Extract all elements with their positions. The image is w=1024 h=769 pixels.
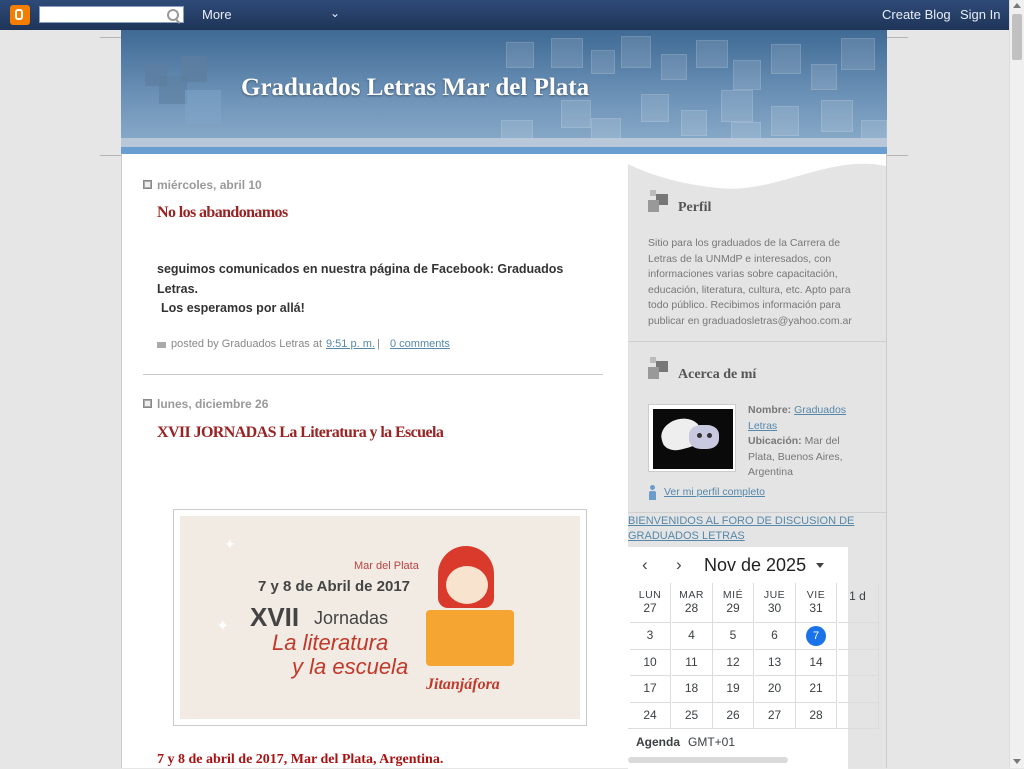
post-image[interactable] [173, 509, 587, 726]
day-number[interactable]: 6 [771, 628, 778, 642]
banner-line2: y la escuela [292, 654, 409, 679]
name-label: Nombre: [748, 404, 792, 416]
post-byline: posted by Graduados Letras at [171, 338, 323, 350]
calendar-day-cell[interactable] [755, 703, 796, 730]
sidebar-divider [628, 512, 886, 513]
date-icon [143, 399, 152, 408]
day-number[interactable]: 13 [767, 654, 782, 669]
calendar-day-cell[interactable] [755, 650, 796, 677]
day-number[interactable]: 30 [767, 601, 782, 615]
scroll-up-icon[interactable] [1013, 3, 1021, 8]
calendar-day-cell[interactable] [630, 676, 671, 703]
calendar-day-cell[interactable] [796, 623, 837, 650]
blogger-logo-icon[interactable] [10, 5, 30, 25]
calendar-day-cell[interactable] [838, 623, 879, 650]
section-icon [648, 190, 670, 212]
weekday-label: LUN [638, 589, 662, 601]
calendar-day-cell[interactable] [838, 676, 879, 703]
day-number[interactable]: 5 [729, 628, 737, 642]
location-label: Ubicación: [748, 435, 802, 447]
calendar-header-cell [755, 583, 796, 623]
sidebar-wave [628, 154, 886, 194]
day-number[interactable]: 20 [767, 681, 782, 695]
weekday-label: MIÉ [722, 589, 744, 601]
next-month-button[interactable]: › [676, 555, 682, 574]
perfil-heading: Perfil [678, 200, 712, 215]
footer-separator: | [377, 338, 380, 350]
day-number[interactable]: 1 d [849, 589, 866, 603]
chevron-down-icon[interactable]: ⌄ [330, 6, 341, 20]
avatar[interactable] [648, 404, 736, 472]
calendar-day-cell[interactable] [672, 703, 713, 730]
day-number[interactable]: 11 [685, 654, 698, 669]
section-icon [648, 357, 670, 379]
calendar-day-cell[interactable] [755, 623, 796, 650]
blog-header [121, 30, 887, 154]
calendar-day-cell[interactable] [838, 650, 879, 677]
post-date: lunes, diciembre 26 [157, 397, 269, 411]
scroll-thumb[interactable] [1012, 14, 1022, 60]
date-icon [143, 180, 152, 189]
calendar-header-cell [713, 583, 754, 623]
calendar-day-cell[interactable] [838, 703, 879, 730]
calendar-scrollbar[interactable] [628, 757, 788, 763]
calendar-day-cell[interactable] [796, 703, 837, 730]
calendar-day-cell[interactable] [755, 676, 796, 703]
calendar-day-cell[interactable] [796, 676, 837, 703]
day-number[interactable]: 29 [726, 601, 740, 615]
prev-month-button[interactable]: ‹ [642, 555, 648, 574]
comments-link[interactable]: 0 comments [390, 338, 450, 350]
day-number[interactable]: 27 [767, 707, 782, 722]
sparkle-icon: ✦ [216, 618, 230, 635]
day-number[interactable]: 12 [726, 654, 740, 669]
profile-location-row [748, 434, 868, 481]
profile-info [748, 403, 868, 481]
calendar-day-cell[interactable] [630, 650, 671, 677]
day-number[interactable]: 27 [643, 601, 657, 615]
search-icon[interactable] [167, 9, 179, 21]
calendar-day-cell[interactable] [630, 623, 671, 650]
blogger-navbar [0, 0, 1009, 30]
banner-city: Mar del Plata [354, 560, 419, 572]
calendar-day-cell[interactable] [713, 623, 754, 650]
calendar-header-cell [672, 583, 713, 623]
page-scrollbar[interactable] [1009, 0, 1024, 768]
blog-title[interactable]: Graduados Letras Mar del Plata [241, 74, 590, 101]
post-title[interactable]: No los abandonamos [157, 204, 288, 221]
calendar-day-cell[interactable] [713, 703, 754, 730]
day-number[interactable]: 10 [643, 654, 657, 669]
calendar-day-cell[interactable] [630, 703, 671, 730]
day-number[interactable]: 19 [726, 681, 740, 695]
forum-link[interactable]: BIENVENIDOS AL FORO DE DISCUSION DE GRADUADOS LETRAS [628, 515, 855, 542]
calendar-day-cell[interactable] [672, 650, 713, 677]
post-body-line: Letras. [157, 281, 198, 296]
sign-in-link[interactable]: Sign In [960, 7, 1001, 22]
banner-jornadas: Jornadas [314, 608, 389, 628]
calendar-day-cell[interactable] [713, 676, 754, 703]
day-number[interactable]: 31 [809, 601, 823, 615]
perfil-text: Sitio para los graduados de la Carrera de Letras de la UNMdP e interesados, con informaciones varias sobre capacitación, educación, literatura, cultura, etc. Apto para todo público. Recibimos información para publicar en graduadosletras@yahoo.com.ar [648, 237, 852, 327]
day-number[interactable]: 4 [688, 628, 695, 642]
view-profile-link[interactable]: Ver mi perfil completo [664, 486, 765, 498]
post-time-link[interactable]: 9:51 p. m. [326, 338, 375, 350]
day-number[interactable]: 3 [646, 628, 654, 642]
day-number[interactable]: 25 [684, 707, 699, 722]
calendar-widget [628, 547, 866, 768]
comment-icon [157, 342, 166, 348]
calendar-day-cell[interactable] [672, 676, 713, 703]
day-number[interactable]: 7 [806, 626, 826, 646]
calendar-header-cell [630, 583, 671, 623]
day-number[interactable]: 17 [643, 681, 657, 695]
more-menu[interactable]: More [202, 7, 232, 22]
day-number[interactable]: 21 [809, 681, 823, 695]
calendar-header-cell [796, 583, 837, 623]
post-subtitle: 7 y 8 de abril de 2017, Mar del Plata, Argentina. [157, 752, 444, 767]
face-icon [446, 566, 488, 604]
sidebar-divider [628, 341, 886, 342]
scroll-down-icon[interactable] [1013, 759, 1021, 764]
profile-name-link[interactable]: Graduados Letras [748, 404, 847, 432]
post-body-line: Los esperamos por allá! [161, 301, 305, 315]
user-icon [648, 485, 656, 500]
about-heading: Acerca de mí [678, 367, 757, 382]
weekday-label: MAR [679, 589, 704, 601]
calendar-day-cell[interactable] [672, 623, 713, 650]
banner-brand: Jitanjáfora [426, 676, 500, 693]
calendar-month[interactable]: Nov de 2025 [704, 555, 807, 575]
post-divider [143, 374, 603, 375]
book-icon [426, 610, 514, 666]
calendar-day-cell[interactable] [796, 650, 837, 677]
month-dropdown-icon[interactable] [816, 563, 824, 568]
post-body-line: seguimos comunicados en nuestra página de Facebook: Graduados [157, 262, 564, 276]
profile-location: Mar del Plata, Buenos Aires, Argentina [748, 435, 843, 478]
post-body [157, 260, 597, 319]
calendar-header-cell [838, 583, 879, 623]
day-number[interactable]: 28 [684, 601, 699, 615]
banner-dates: 7 y 8 de Abril de 2017 [258, 578, 411, 595]
agenda-tab[interactable]: Agenda [636, 735, 681, 749]
day-number[interactable]: 18 [684, 681, 699, 695]
jornadas-banner [180, 516, 580, 719]
day-number[interactable]: 26 [726, 707, 740, 722]
weekday-label: JUE [763, 589, 786, 601]
sparkle-icon: ✦ [224, 536, 236, 552]
search-input[interactable] [39, 6, 184, 23]
timezone-label: GMT+01 [688, 735, 736, 749]
post-title[interactable]: XVII JORNADAS La Literatura y la Escuela [157, 424, 444, 441]
day-number[interactable]: 14 [809, 654, 823, 669]
day-number[interactable]: 24 [643, 707, 657, 722]
create-blog-link[interactable]: Create Blog [882, 7, 951, 22]
banner-line1: La literatura [272, 630, 389, 655]
post-date: miércoles, abril 10 [157, 178, 262, 192]
weekday-label: VIE [806, 589, 826, 601]
day-number[interactable]: 28 [809, 707, 823, 722]
profile-name-row [748, 403, 868, 434]
banner-roman: XVII [250, 602, 300, 632]
calendar-day-cell[interactable] [713, 650, 754, 677]
